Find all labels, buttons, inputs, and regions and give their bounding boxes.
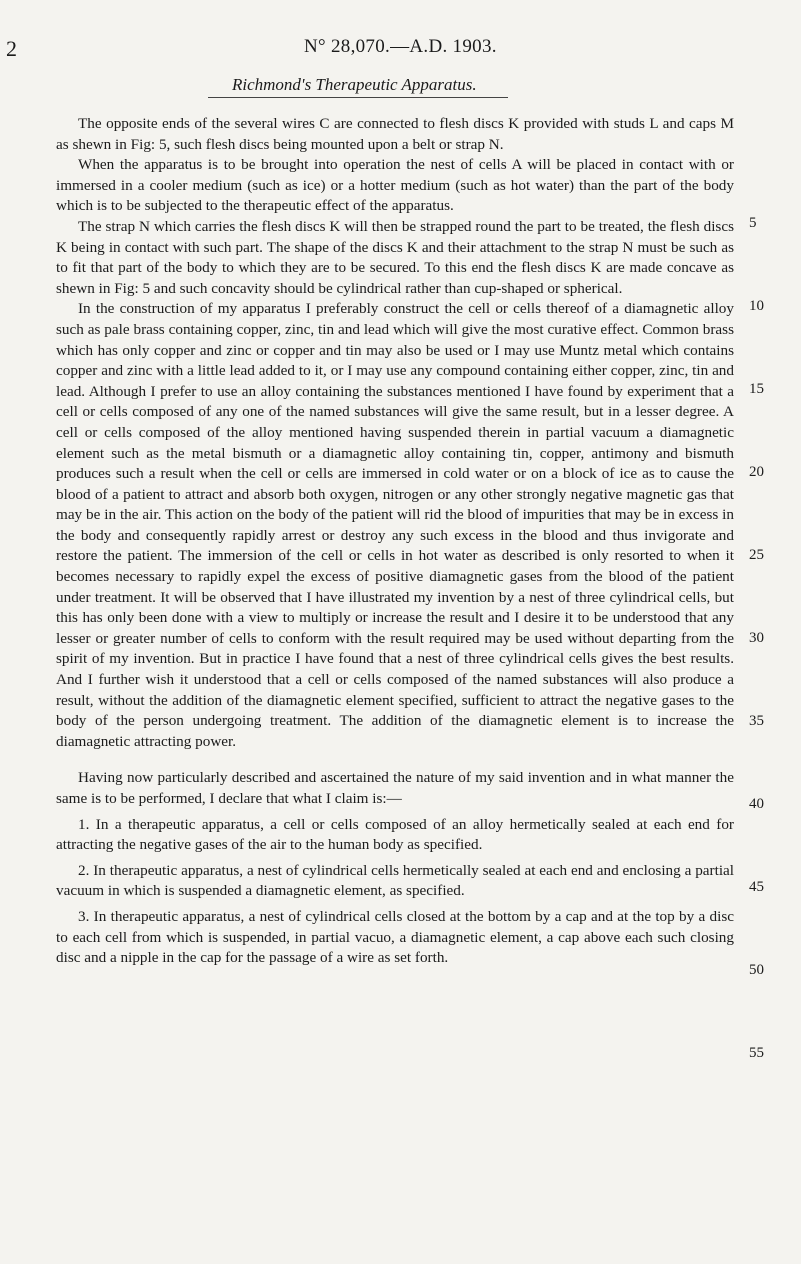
claim-1: 1. In a therapeutic apparatus, a cell or cells composed of an alloy hermetically sealed at each end for attracting the negative gases of the air to the human body as specified. xyxy=(56,815,734,854)
claim-3: 3. In therapeutic apparatus, a nest of cylindrical cells closed at the bottom by a cap and at the top by a disc to each cell from which is suspended, in partial vacuo, a diamagnetic element, a cap above each such closing disc and a nipple in the cap for the passage of a wire as set forth. xyxy=(56,907,734,967)
line-number-45: 45 xyxy=(749,879,764,895)
line-number-50: 50 xyxy=(749,962,764,978)
line-number-40: 40 xyxy=(749,796,764,812)
paragraph-2: When the apparatus is to be brought into operation the nest of cells A will be placed in contact with or immersed in a cooler medium (such as ice) or a hotter medium (such as hot water) than the part of the body which is to be subjected to the therapeutic effect of the apparatus. xyxy=(56,156,734,215)
line-number-30: 30 xyxy=(749,630,764,646)
claims-intro: Having now particularly described and ascertained the nature of my said invention and in what manner the same is to be performed, I declare that what I claim is:— xyxy=(56,769,734,807)
line-number-5: 5 xyxy=(749,215,757,231)
margin-line-numbers xyxy=(741,0,801,1264)
paragraph-1: The opposite ends of the several wires C are connected to flesh discs K provided with studs L and caps M as shewn in Fig: 5, such flesh discs being mounted upon a belt or strap N. xyxy=(56,115,734,153)
running-title: Richmond's Therapeutic Apparatus. xyxy=(232,75,477,94)
line-number-20: 20 xyxy=(749,464,764,480)
patent-body xyxy=(56,114,734,969)
patent-number: N° 28,070.—A.D. 1903. xyxy=(304,36,497,57)
line-number-55: 55 xyxy=(749,1045,764,1061)
claim-2: 2. In therapeutic apparatus, a nest of cylindrical cells hermetically sealed at each end and enclosing a partial vacuum in which is suspended a diamagnetic element, as specified. xyxy=(56,861,734,900)
line-number-35: 35 xyxy=(749,713,764,729)
paragraph-3: The strap N which carries the flesh discs K will then be strapped round the part to be treated, the flesh discs K being in contact with such part. The shape of the discs K and their attachment to the strap N must be such as to fit that part of the body to which they are to be secured. To this end the flesh discs K are made concave as shewn in Fig: 5 and such concavity should be cylindrical rather than cup-shaped or spherical. xyxy=(56,217,734,297)
header-rule xyxy=(208,97,508,98)
paragraph-4: In the construction of my apparatus I preferably construct the cell or cells thereof of a diamagnetic alloy such as pale brass containing copper, zinc, tin and lead which will give the most curative effect. Common brass which has only copper and zinc or copper and tin may also be used or I may use Muntz metal which contains copper and zinc with a little lead added to it, or I may use any compound containing either copper, zinc, tin and lead. Although I prefer to use an alloy containing the substances mentioned I have found by experiment that a cell or cells composed of any one of the named substances will give the same result, but in a lesser degree. A cell or cells composed of the alloy mentioned having suspended therein in partial vacuum a diamagnetic element such as the metal bismuth or a diamagnetic alloy containing tin, copper, antimony and bismuth produces such a result when the cell or cells are immersed in cold water or on a block of ice as to cause the blood of a patient to attract and absorb both oxygen, nitrogen or any other strongly negative magnetic gas that may be in the air. This action on the body of the patient will rid the blood of impurities that may be in excess in the body and consequently rapidly arrest or destroy any such excess in the blood and thus invigorate and restore the patient. The immersion of the cell or cells in hot water as described is only resorted to when it becomes necessary to rapidly expel the excess of positive diamagnetic gases from the blood of the patient under treatment. It will be observed that I have illustrated my invention by a nest of three cylindrical cells, but this has only been done with a view to multiply or increase the result and I desire it to be understood that any lesser or greater number of cells to conform with the result required may be used without departing from the spirit of my invention. But in practice I have found that a nest of three cylindrical cells gives the best results. And I further wish it understood that a cell or cells composed of the named substances will also produce a result, without the addition of the diamagnetic element specified, sufficient to attract the negative gases to the body of the person undergoing treatment. The addition of the diamagnetic element is to increase the diamagnetic attracting power. xyxy=(56,300,734,750)
line-number-15: 15 xyxy=(749,381,764,397)
line-number-10: 10 xyxy=(749,298,764,314)
line-number-25: 25 xyxy=(749,547,764,563)
page-number: 2 xyxy=(6,36,17,61)
